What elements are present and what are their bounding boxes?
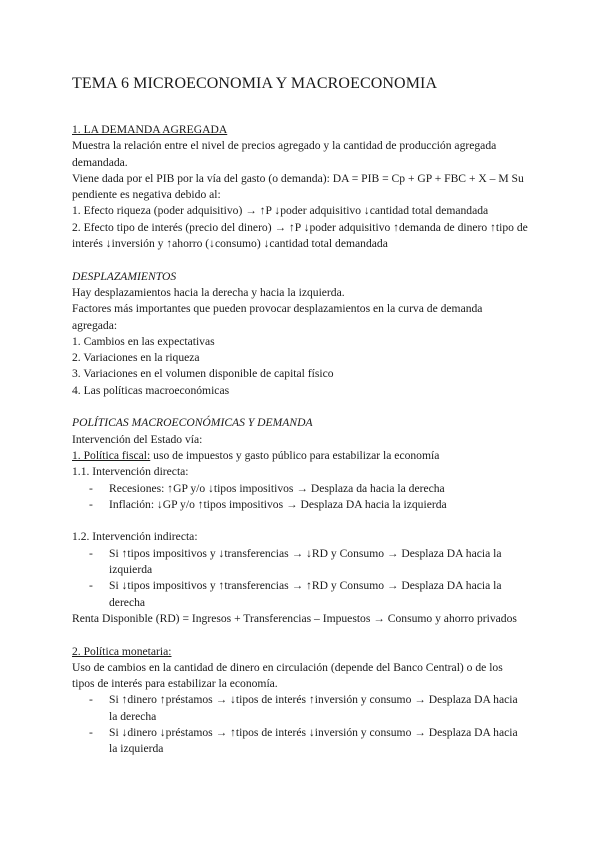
list-item: - Si ↑dinero ↑préstamos → ↓tipos de interés ↑inversión y consumo → Desplaza DA hacia la derecha	[89, 693, 518, 723]
paragraph: Renta Disponible (RD) = Ingresos + Transferencias – Impuestos → Consumo y ahorro privados	[72, 611, 517, 625]
subheading: 1.1. Intervención directa:	[72, 465, 189, 479]
spacer	[72, 627, 528, 643]
subheading-politica-monetaria: 2. Política monetaria:	[72, 644, 172, 658]
paragraph: 2. Efecto tipo de interés (precio del dinero) → ↑P ↓poder adquisitivo ↑demanda de dinero ↑tipo de interés ↓inversión y ↑ahorro (↓consumo) ↓cantidad total demandada	[72, 220, 528, 251]
section-heading-desplazamientos: DESPLAZAMIENTOS	[72, 269, 177, 283]
subheading: 1.2. Intervención indirecta:	[72, 530, 198, 544]
paragraph: Viene dada por el PIB por la vía del gasto (o demanda): DA = PIB = Cp + GP + FBC + X – M Su pendiente es negativa debido al:	[72, 171, 524, 202]
paragraph: Factores más importantes que pueden provocar desplazamientos en la curva de demanda agregada:	[72, 302, 483, 332]
dash-bullet: -	[89, 546, 93, 560]
spacer	[72, 252, 528, 268]
page-title: TEMA 6 MICROECONOMIA Y MACROECONOMIA	[72, 75, 438, 92]
list-item: - Si ↓dinero ↓préstamos → ↑tipos de interés ↓inversión y consumo → Desplaza DA hacia la izquierda	[89, 725, 518, 756]
paragraph	[72, 448, 528, 464]
list-item: - Recesiones: ↑GP y/o ↓tipos impositivos → Desplaza da hacia la derecha	[72, 481, 528, 497]
document-body	[72, 122, 528, 758]
paragraph: Intervención del Estado vía:	[72, 432, 203, 446]
spacer	[72, 513, 528, 529]
subheading-politica-fiscal: 1. Política fiscal:	[72, 448, 151, 462]
fiscal-description: uso de impuestos y gasto público para estabilizar la economía	[150, 448, 440, 462]
section-heading-demanda-agregada: 1. LA DEMANDA AGREGADA	[72, 123, 228, 136]
dash-bullet: -	[89, 725, 93, 739]
list-item: - Inflación: ↓GP y/o ↑tipos impositivos → Desplaza DA hacia la izquierda	[72, 497, 528, 513]
list-item: - Si ↓tipos impositivos y ↑transferencias → ↑RD y Consumo → Desplaza DA hacia la derecha	[89, 579, 502, 609]
dash-bullet: -	[89, 579, 93, 593]
paragraph: Uso de cambios en la cantidad de dinero en circulación (depende del Banco Central) o de los tipos de interés para estabilizar la economía.	[72, 660, 503, 691]
paragraph: 1. Efecto riqueza (poder adquisitivo) → ↑P ↓poder adquisitivo ↓cantidad total demandada	[72, 204, 489, 218]
dash-bullet: -	[89, 497, 93, 511]
list-item: - Si ↑tipos impositivos y ↓transferencias → ↓RD y Consumo → Desplaza DA hacia la izquierda	[89, 546, 502, 577]
dash-bullet: -	[89, 481, 93, 495]
list-item: 4. Las políticas macroeconómicas	[72, 383, 230, 397]
section-heading-politicas: POLÍTICAS MACROECONÓMICAS Y DEMANDA	[72, 416, 313, 430]
list-item: 1. Cambios en las expectativas	[72, 334, 215, 348]
list-item: 2. Variaciones en la riqueza	[72, 351, 200, 365]
list-item: 3. Variaciones en el volumen disponible de capital físico	[72, 367, 334, 381]
dash-bullet: -	[89, 693, 93, 707]
spacer	[72, 399, 528, 415]
paragraph: Muestra la relación entre el nivel de precios agregado y la cantidad de producción agregada demandada.	[72, 139, 497, 169]
paragraph: Hay desplazamientos hacia la derecha y hacia la izquierda.	[72, 285, 345, 299]
